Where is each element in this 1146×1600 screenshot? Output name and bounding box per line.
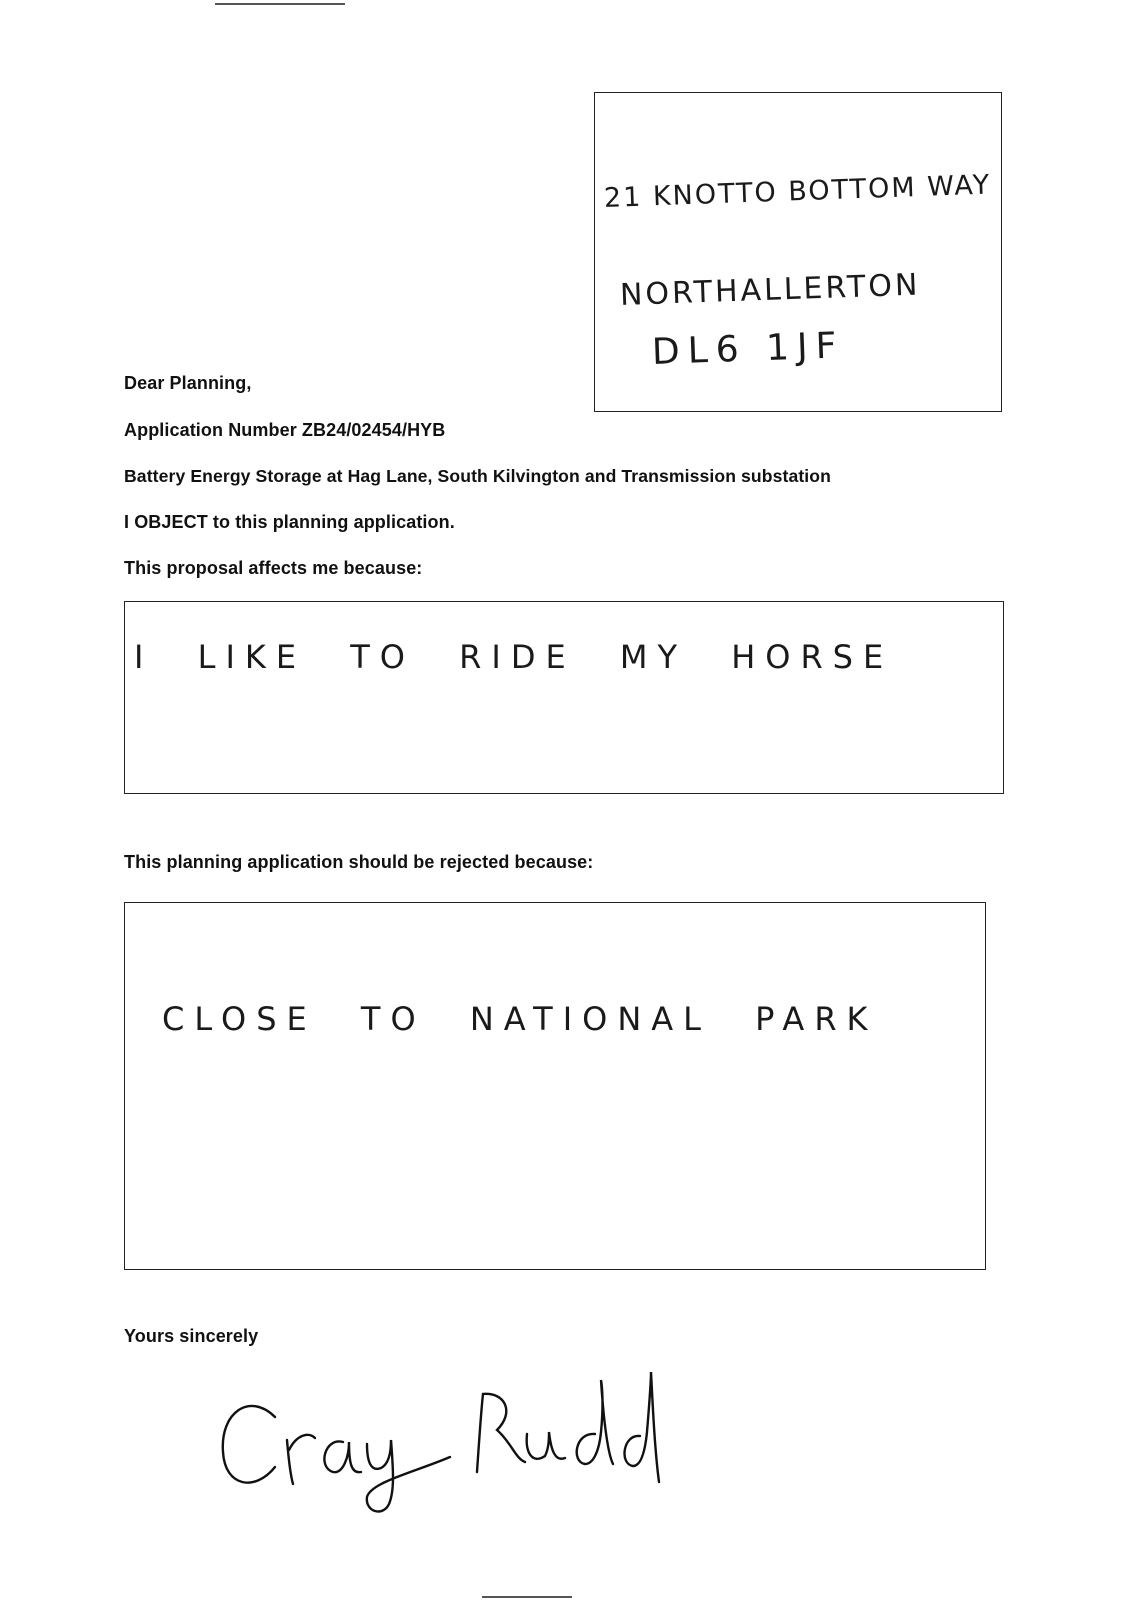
address-line-3: DL6 1JF <box>651 325 845 373</box>
objection-statement: I OBJECT to this planning application. <box>124 512 455 532</box>
closing: Yours sincerely <box>124 1326 259 1346</box>
application-subject: Battery Energy Storage at Hag Lane, South Kilvington and Transmission substation <box>124 466 831 486</box>
scan-mark-top <box>215 3 345 5</box>
scan-mark-bottom <box>482 1596 572 1598</box>
signature <box>215 1372 675 1522</box>
rejected-answer: CLOSE TO NATIONAL PARK <box>162 1000 878 1038</box>
application-number: Application Number ZB24/02454/HYB <box>124 420 446 440</box>
affects-answer-box <box>124 601 1004 794</box>
address-line-1: 21 KNOTTO BOTTOM WAY <box>603 169 992 214</box>
rejected-label: This planning application should be rejected because: <box>124 852 594 872</box>
address-line-2: NORTHALLERTON <box>619 267 921 313</box>
rejected-answer-box <box>124 902 986 1270</box>
affects-label: This proposal affects me because: <box>124 558 423 578</box>
affects-answer: I LIKE TO RIDE MY HORSE <box>134 638 894 676</box>
salutation: Dear Planning, <box>124 373 252 393</box>
